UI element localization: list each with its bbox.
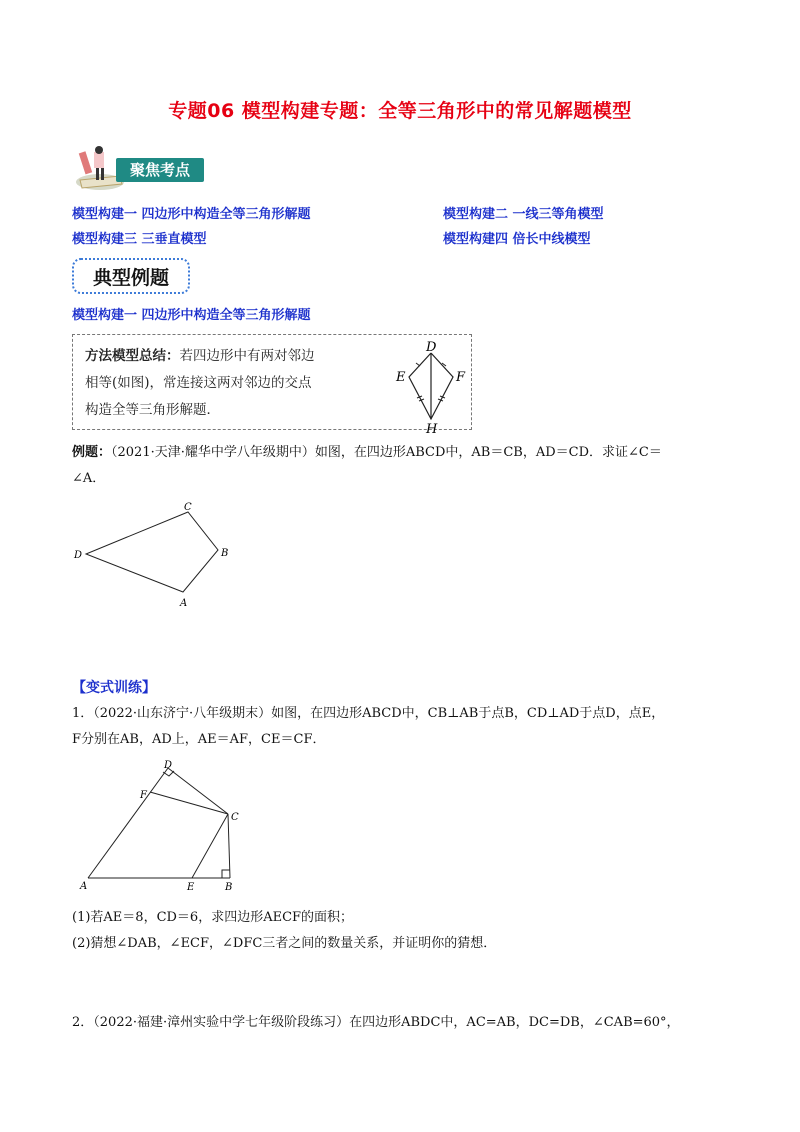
quad2-label-f: F bbox=[140, 790, 147, 801]
q1-part-2: (2)猜想∠DAB，∠ECF，∠DFC三者之间的数量关系，并证明你的猜想． bbox=[72, 936, 497, 951]
quad2-label-c: C bbox=[231, 812, 239, 823]
q1-line-2: F分别在AB，AD上，AE＝AF，CE＝CF． bbox=[72, 732, 326, 747]
q1-line-1: 1．（2022·山东济宁·八年级期末）如图，在四边形ABCD中，CB⊥AB于点B，CD⊥AD于点D，点E， bbox=[72, 706, 665, 721]
quad1-label-c: C bbox=[184, 502, 192, 513]
page-title: 专题06 模型构建专题：全等三角形中的常见解题模型 bbox=[168, 100, 632, 122]
quad2-label-b: B bbox=[225, 882, 233, 893]
method-summary-box bbox=[72, 334, 472, 433]
quadrilateral-aecf-figure bbox=[70, 756, 250, 896]
quad2-label-e: E bbox=[187, 882, 195, 893]
quad1-label-d: D bbox=[74, 550, 83, 561]
quad2-label-d: D bbox=[164, 760, 173, 771]
kite-label-f: F bbox=[456, 370, 466, 385]
example-line-2: ∠A． bbox=[72, 471, 106, 486]
q1-part-1: (1)若AE＝8，CD＝6，求四边形AECF的面积； bbox=[72, 910, 354, 925]
focus-link-1[interactable]: 模型构建一 四边形中构造全等三角形解题 bbox=[72, 207, 311, 222]
method-line-3: 构造全等三角形解题． bbox=[85, 402, 220, 418]
method-text bbox=[85, 343, 415, 424]
question-2: 2．（2022·福建·漳州实验中学七年级阶段练习）在四边形ABDC中，AC=AB，DC=DB，∠CAB=60°， bbox=[72, 1015, 680, 1030]
quad2-label-a: A bbox=[80, 881, 88, 892]
variant-heading: 【变式训练】 bbox=[72, 680, 156, 696]
quad1-label-b: B bbox=[221, 548, 229, 559]
example-label: 例题： bbox=[72, 445, 112, 460]
kite-label-e: E bbox=[396, 370, 406, 385]
kite-label-d: D bbox=[426, 341, 437, 355]
method-line-2: 相等(如图)，常连接这两对邻边的交点 bbox=[85, 375, 312, 391]
example-problem bbox=[72, 440, 732, 492]
focus-link-3[interactable]: 模型构建三 三垂直模型 bbox=[72, 232, 207, 247]
method-label: 方法模型总结： bbox=[85, 348, 180, 364]
examples-heading: 典型例题 bbox=[72, 258, 190, 294]
kite-figure bbox=[391, 341, 471, 433]
question-1 bbox=[72, 701, 732, 753]
section1-heading: 模型构建一 四边形中构造全等三角形解题 bbox=[72, 308, 311, 323]
question-1-parts bbox=[72, 905, 732, 957]
focus-banner bbox=[72, 146, 212, 194]
focus-banner-label: 聚焦考点 bbox=[116, 158, 204, 182]
focus-link-4[interactable]: 模型构建四 倍长中线模型 bbox=[443, 232, 591, 247]
kite-label-h: H bbox=[426, 422, 438, 433]
method-line-1: 若四边形中有两对邻边 bbox=[179, 348, 315, 364]
quad1-label-a: A bbox=[180, 598, 188, 609]
focus-link-2[interactable]: 模型构建二 一线三等角模型 bbox=[443, 207, 604, 222]
quadrilateral-abcd-figure bbox=[70, 498, 250, 616]
example-line-1: （2021·天津·耀华中学八年级期中）如图，在四边形ABCD中，AB＝CB，AD＝CD．求证∠C＝ bbox=[111, 445, 662, 460]
